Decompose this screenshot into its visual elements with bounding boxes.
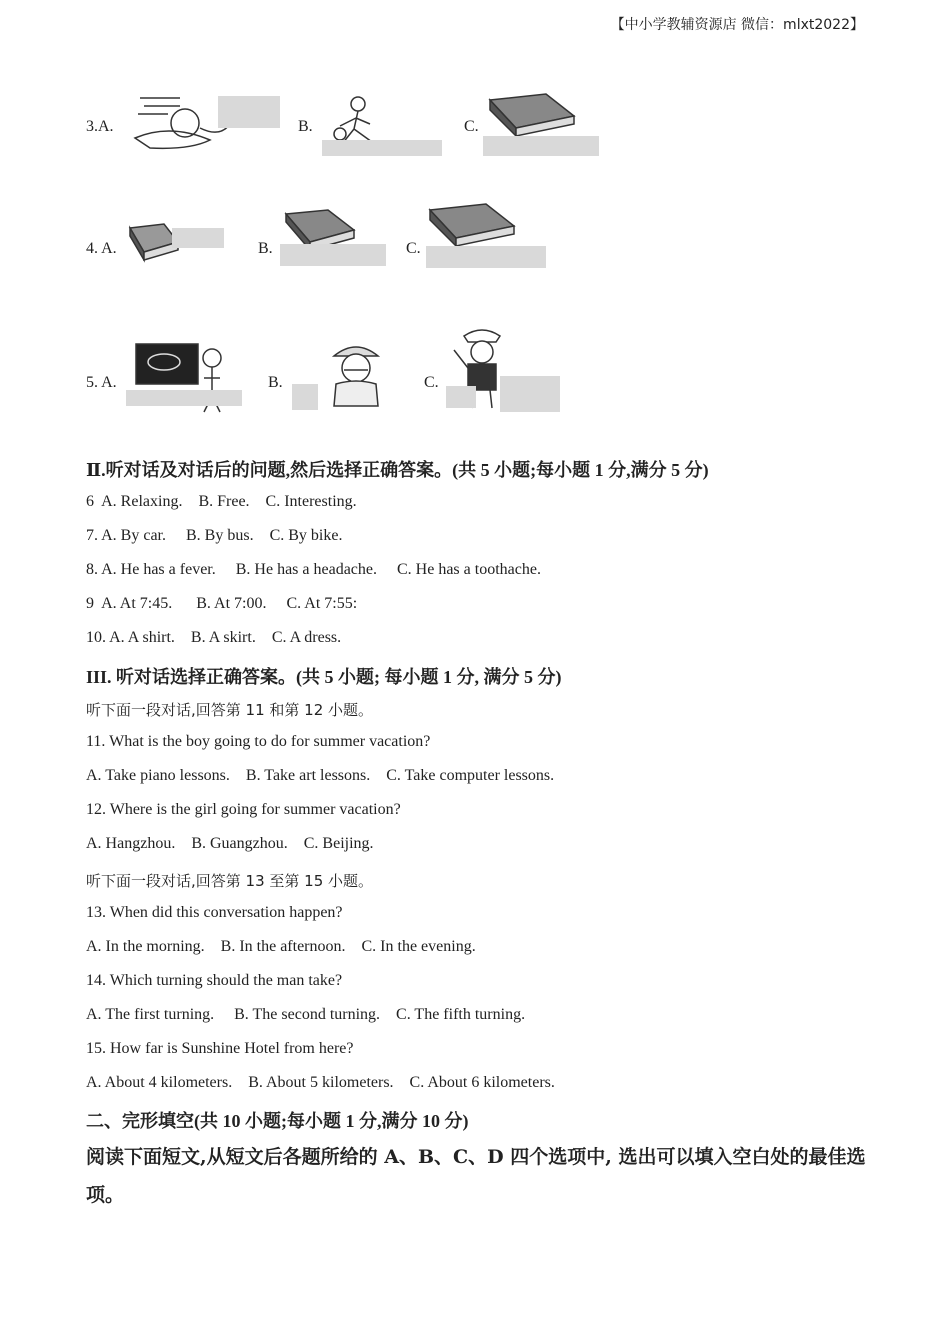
question-5-pictures [86,322,886,402]
question-11: 11. What is the boy going to do for summer vacation? [86,733,431,750]
dialogue-intro-2: 听下面一段对话,回答第 13 至第 15 小题。 [86,872,374,890]
redacted-label [172,228,224,248]
option-c-label: C. [406,240,421,257]
question-9: 9 A. At 7:45. B. At 7:00. C. At 7:55: [86,595,358,612]
option-b-label: B. [298,118,313,135]
option-c-label: C. [424,374,439,391]
question-3-pictures [86,88,886,168]
option-b-label: B. [268,374,283,391]
question-13: 13. When did this conversation happen? [86,904,343,921]
section-3-title: III. 听对话选择正确答案。(共 5 小题; 每小题 1 分, 满分 5 分) [86,667,562,687]
question-7: 7. A. By car. B. By bus. C. By bike. [86,527,343,544]
part-2-title: 二、完形填空(共 10 小题;每小题 1 分,满分 10 分) [86,1111,469,1131]
picture-3c-book-icon [486,92,578,138]
redacted-label [322,140,442,156]
question-3-label: 3.A. [86,118,114,135]
picture-4c-book-icon [426,202,518,250]
answer-12-options: A. Hangzhou. B. Guangzhou. C. Beijing. [86,835,374,852]
redacted-label [500,376,560,412]
picture-5b-doctor-icon [322,340,388,410]
dialogue-intro-1: 听下面一段对话,回答第 11 和第 12 小题。 [86,701,374,719]
question-15: 15. How far is Sunshine Hotel from here? [86,1040,354,1057]
redacted-label [218,96,280,128]
answer-15-options: A. About 4 kilometers. B. About 5 kilometers. C. About 6 kilometers. [86,1074,555,1091]
question-10: 10. A. A shirt. B. A skirt. C. A dress. [86,629,342,646]
redacted-label [483,136,599,156]
question-8: 8. A. He has a fever. B. He has a headache. C. He has a toothache. [86,561,541,578]
question-5-label: 5. A. [86,374,117,391]
question-14: 14. Which turning should the man take? [86,972,343,989]
question-12: 12. Where is the girl going for summer vacation? [86,801,401,818]
page-header: 【中小学教辅资源店 微信：mlxt2022】 [610,17,864,33]
option-c-label: C. [464,118,479,135]
answer-13-options: A. In the morning. B. In the afternoon. C. In the evening. [86,938,476,955]
question-4-pictures [86,208,886,288]
section-2-title: Ⅱ.听对话及对话后的问题,然后选择正确答案。(共 5 小题;每小题 1 分,满分 5 分) [86,460,709,480]
option-b-label: B. [258,240,273,257]
question-4-label: 4. A. [86,240,117,257]
redacted-label [446,386,476,408]
redacted-label [280,244,386,266]
redacted-label [426,246,546,268]
redacted-label [292,384,318,410]
question-6: 6 A. Relaxing. B. Free. C. Interesting. [86,493,357,510]
part-2-instruction-cont: 项。 [86,1184,125,1206]
answer-14-options: A. The first turning. B. The second turning. C. The fifth turning. [86,1006,526,1023]
part-2-instruction: 阅读下面短文,从短文后各题所给的 A、B、C、D 四个选项中, 选出可以填入空白处的最佳选 [86,1146,866,1168]
redacted-label [126,390,242,406]
answer-11-options: A. Take piano lessons. B. Take art lessons. C. Take computer lessons. [86,767,555,784]
